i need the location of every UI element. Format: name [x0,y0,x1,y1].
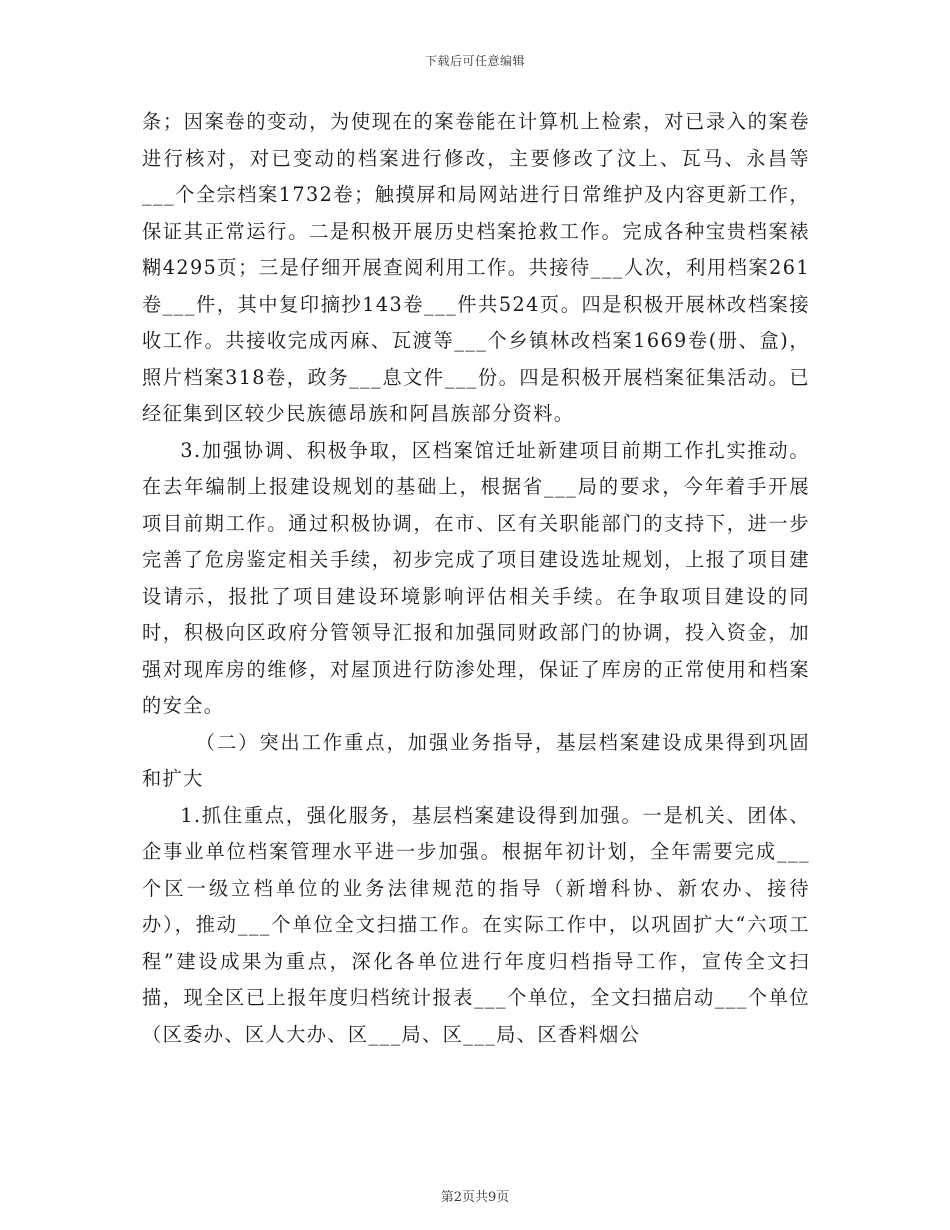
page-header: 下载后可任意编辑 [424,54,525,68]
paragraph-grassroots-archives: 1.抓住重点，强化服务，基层档案建设得到加强。一是机关、团体、企事业单位档案管理水平进一步加强。根据年初计划，全年需要完成___个区一级立档单位的业务法律规范的指导（新增科协、新农办、接待办），推动___个单位全文扫描工作。在实际工作中，以巩固扩大“六项工程”建设成果为重点，深化各单位进行年度归档指导工作，宣传全文扫描，现全区已上报年度归档统计报表___个单位，全文扫描启动___个单位（区委办、区人大办、区___局、区___局、区香料烟公 [142,803,810,1046]
page-footer: 第2页共9页 [440,1190,510,1205]
paragraph-project-coordination: 3.加强协调、积极争取，区档案馆迁址新建项目前期工作扎实推动。在去年编制上报建设规划的基础上，根据省___局的要求，今年着手开展项目前期工作。通过积极协调，在市、区有关职能部门的支持下，进一步完善了危房鉴定相关手续，初步完成了项目建设选址规划，上报了项目建设请示，报批了项目建设环境影响评估相关手续。在争取项目建设的同时，积极向区政府分管领导汇报和加强同财政部门的协调，投入资金，加强对现库房的维修，对屋顶进行防渗处理，保证了库房的正常使用和档案的安全。 [142,438,810,717]
document-body [142,104,810,1053]
paragraph-archive-work: 条；因案卷的变动，为使现在的案卷能在计算机上检索，对已录入的案卷进行核对，对已变动的档案进行修改，主要修改了汶上、瓦马、永昌等___个全宗档案1732卷；触摸屏和局网站进行日常维护及内容更新工作，保证其正常运行。二是积极开展历史档案抢救工作。完成各种宝贵档案裱糊4295页；三是仔细开展查阅利用工作。共接待___人次，利用档案261卷___件，其中复印摘抄143卷___件共524页。四是积极开展林改档案接收工作。共接收完成丙麻、瓦渡等___个乡镇林改档案1669卷(册、盒)，照片档案318卷，政务___息文件___份。四是积极开展档案征集活动。已经征集到区较少民族德昂族和阿昌族部分资料。 [142,110,810,425]
section-heading-two: （二）突出工作重点，加强业务指导，基层档案建设成果得到巩固和扩大 [142,730,810,790]
